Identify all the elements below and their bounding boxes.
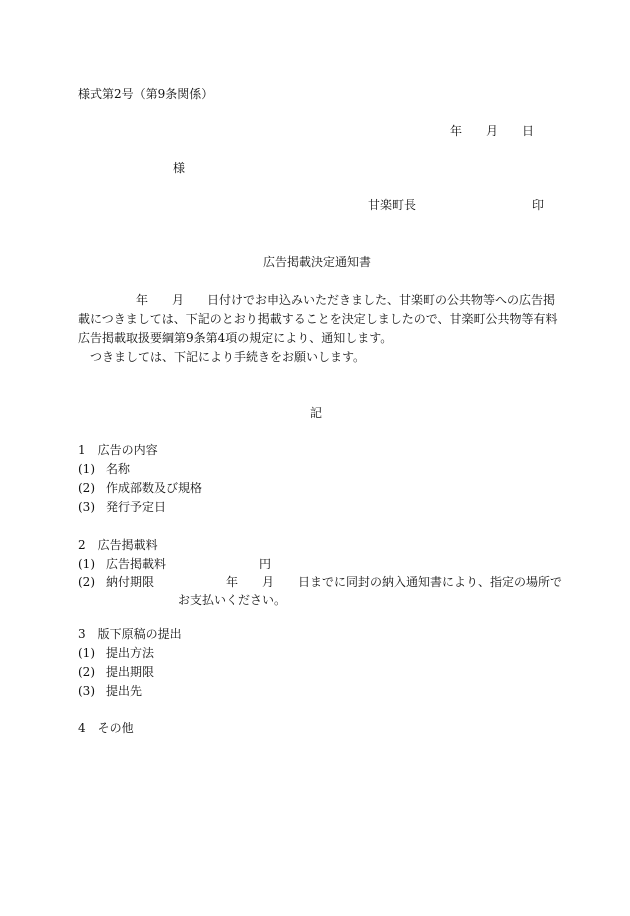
addressee-suffix: 様	[173, 161, 186, 175]
body-line-2: 載につきましては、下記のとおり掲載することを決定しましたので、甘楽町公共物等有料	[78, 312, 558, 326]
item-label: 提出先	[106, 684, 143, 698]
section-1-item-2	[78, 480, 202, 496]
document-title: 広告掲載決定通知書	[263, 255, 372, 269]
section-1-item-3	[78, 499, 166, 515]
ki-marker: 記	[310, 406, 323, 420]
deadline-year-label: 年	[226, 575, 239, 589]
body-line-1: 日付けでお申込みいただきました、甘楽町の公共物等への広告掲	[207, 293, 556, 307]
section-3-item-2	[78, 664, 154, 680]
body-line-4: つきましては、下記により手続きをお願いします。	[90, 350, 366, 364]
item-label: 提出方法	[106, 646, 155, 660]
item-number: (1)	[78, 557, 95, 571]
body-month-label: 月	[172, 293, 185, 307]
item-number: (3)	[78, 500, 95, 514]
body-line-3: 広告掲載取扱要綱第9条第4項の規定により、通知します。	[78, 331, 393, 345]
item-number: (3)	[78, 684, 95, 698]
item-number: (2)	[78, 665, 95, 679]
item-number: (2)	[78, 481, 95, 495]
deadline-text-cont: お支払いください。	[178, 593, 287, 607]
section-3-heading: 3 版下原稿の提出	[78, 627, 182, 641]
date-month-label: 月	[486, 124, 499, 138]
item-label: 納付期限	[106, 575, 155, 589]
section-3-item-3	[78, 683, 142, 699]
deadline-text: 日までに同封の納入通知書により、指定の場所で	[298, 575, 563, 589]
form-number: 様式第2号（第9条関係）	[78, 87, 214, 101]
date-year-label: 年	[450, 124, 463, 138]
section-1-item-1	[78, 461, 130, 477]
item-label: 名称	[106, 462, 131, 476]
item-number: (1)	[78, 462, 95, 476]
body-year-label: 年	[136, 293, 149, 307]
section-4-heading: 4 その他	[78, 721, 134, 735]
item-number: (1)	[78, 646, 95, 660]
item-number: (2)	[78, 575, 95, 589]
section-2-item-2	[78, 574, 154, 590]
section-3-item-1	[78, 645, 154, 661]
deadline-month-label: 月	[262, 575, 275, 589]
section-2-heading: 2 広告掲載料	[78, 538, 158, 552]
section-2-item-1	[78, 556, 166, 572]
date-day-label: 日	[522, 124, 535, 138]
item-label: 広告掲載料	[106, 557, 167, 571]
item-label: 提出期限	[106, 665, 155, 679]
item-label: 発行予定日	[106, 500, 167, 514]
seal-mark: 印	[532, 198, 545, 212]
issuer-name: 甘楽町長	[368, 198, 417, 212]
fee-unit-label: 円	[259, 557, 272, 571]
item-label: 作成部数及び規格	[106, 481, 203, 495]
section-1-heading: 1 広告の内容	[78, 443, 158, 457]
